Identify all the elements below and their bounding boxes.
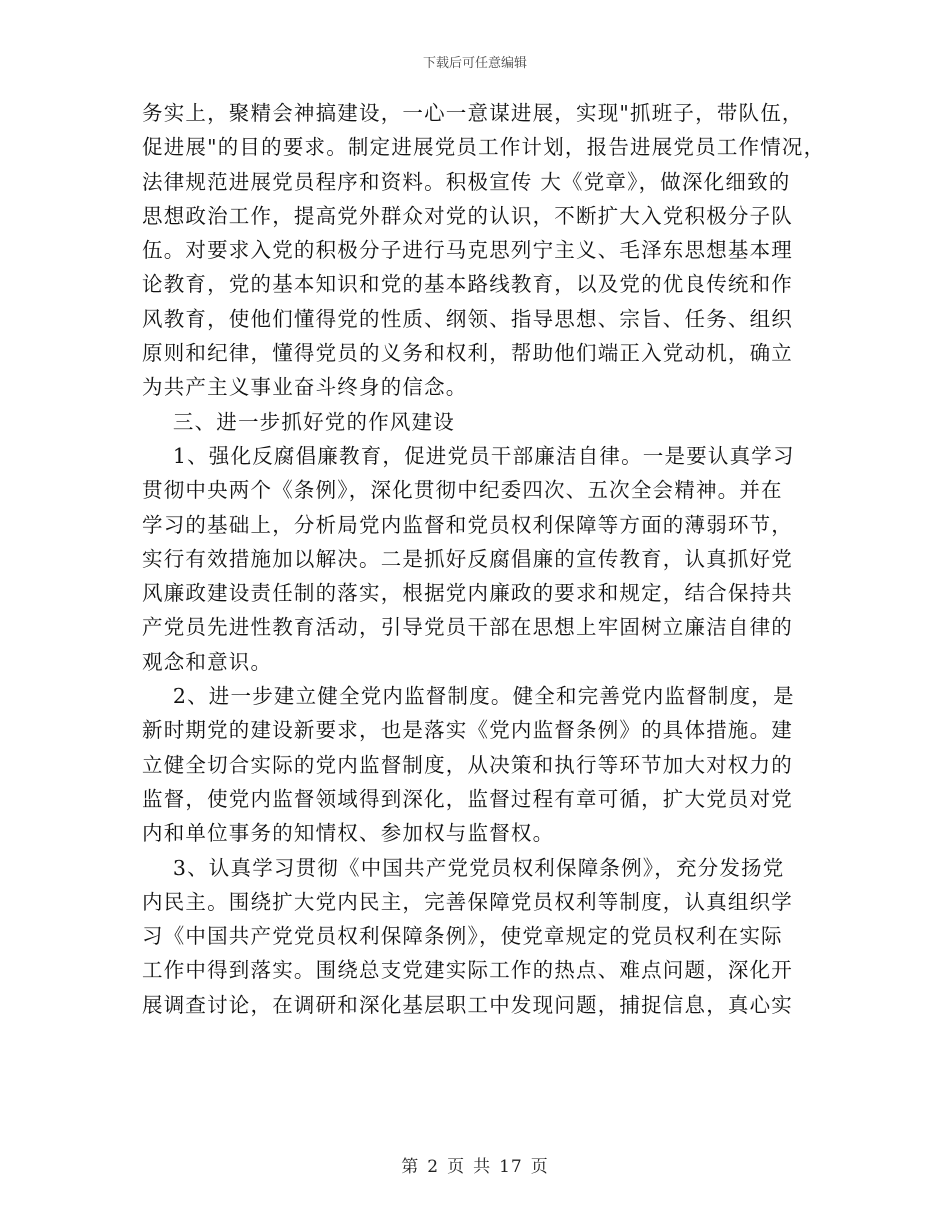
text-line: 观念和意识。 <box>142 649 273 674</box>
text-line: 内民主。围绕扩大党内民主，完善保障党员权利等制度，认真组织学 <box>142 889 793 914</box>
footer-ye2: 页 <box>530 1157 549 1177</box>
total-pages: 17 <box>499 1157 523 1177</box>
page-footer <box>0 1152 950 1177</box>
section-heading: 三、进一步抓好党的作风建设 <box>142 409 455 434</box>
footer-gong: 共 <box>473 1157 492 1177</box>
text-line: 监督，使党内监督领域得到深化，监督过程有章可循，扩大党员对党 <box>142 786 793 811</box>
paragraph-start: 1、强化反腐倡廉教育，促进党员干部廉洁自律。一是要认真学习 <box>142 443 795 468</box>
text-line: 伍。对要求入党的积极分子进行马克思列宁主义、毛泽东思想基本理 <box>142 238 793 263</box>
text-line: 实行有效措施加以解决。二是抓好反腐倡廉的宣传教育，认真抓好党 <box>142 546 793 571</box>
text-line: 务实上，聚精会神搞建设，一心一意谋进展，实现"抓班子，带队伍， <box>142 101 804 125</box>
page-header-note: 下载后可任意编辑 <box>422 56 527 71</box>
page-number: 2 <box>427 1157 440 1177</box>
text-line: 为共产主义事业奋斗终身的信念。 <box>142 375 468 400</box>
text-line: 学习的基础上，分析局党内监督和党员权利保障等方面的薄弱环节， <box>142 512 793 537</box>
text-line: 内和单位事务的知情权、参加权与监督权。 <box>142 821 555 846</box>
text-line: 贯彻中央两个《条例》，深化贯彻中纪委四次、五次全会精神。并在 <box>142 478 783 503</box>
text-line: 法律规范进展党员程序和资料。积极宣传 大《党章》，做深化细致的 <box>142 169 791 194</box>
text-line: 风廉政建设责任制的落实，根据党内廉政的要求和规定，结合保持共 <box>142 581 793 606</box>
footer-ye: 页 <box>447 1157 466 1177</box>
text-line: 展调查讨论，在调研和深化基层职工中发现问题，捕捉信息，真心实 <box>142 992 793 1017</box>
text-line: 风教育，使他们懂得党的性质、纲领、指导思想、宗旨、任务、组织 <box>142 306 793 331</box>
text-line: 工作中得到落实。围绕总支党建实际工作的热点、难点问题，深化开 <box>142 958 793 983</box>
text-line: 思想政治工作，提高党外群众对党的认识，不断扩大入党积极分子队 <box>142 203 793 228</box>
text-line: 新时期党的建设新要求，也是落实《党内监督条例》的具体措施。建 <box>142 718 793 743</box>
paragraph-start: 2、进一步建立健全党内监督制度。健全和完善党内监督制度，是 <box>142 684 795 709</box>
paragraph-start: 3、认真学习贯彻《中国共产党党员权利保障条例》，充分发扬党 <box>142 855 785 880</box>
text-line: 论教育，党的基本知识和党的基本路线教育，以及党的优良传统和作 <box>142 272 793 297</box>
footer-di: 第 <box>401 1157 420 1177</box>
text-line: 原则和纪律，懂得党员的义务和权利，帮助他们端正入党动机，确立 <box>142 341 793 366</box>
document-body <box>142 96 826 1022</box>
text-line: 立健全切合实际的党内监督制度，从决策和执行等环节加大对权力的 <box>142 752 793 777</box>
text-line: 产党员先进性教育活动，引导党员干部在思想上牢固树立廉洁自律的 <box>142 615 793 640</box>
text-line: 习《中国共产党党员权利保障条例》，使党章规定的党员权利在实际 <box>142 924 783 949</box>
text-line: 促进展"的目的要求。制定进展党员工作计划，报告进展党员工作情况， <box>142 135 826 160</box>
